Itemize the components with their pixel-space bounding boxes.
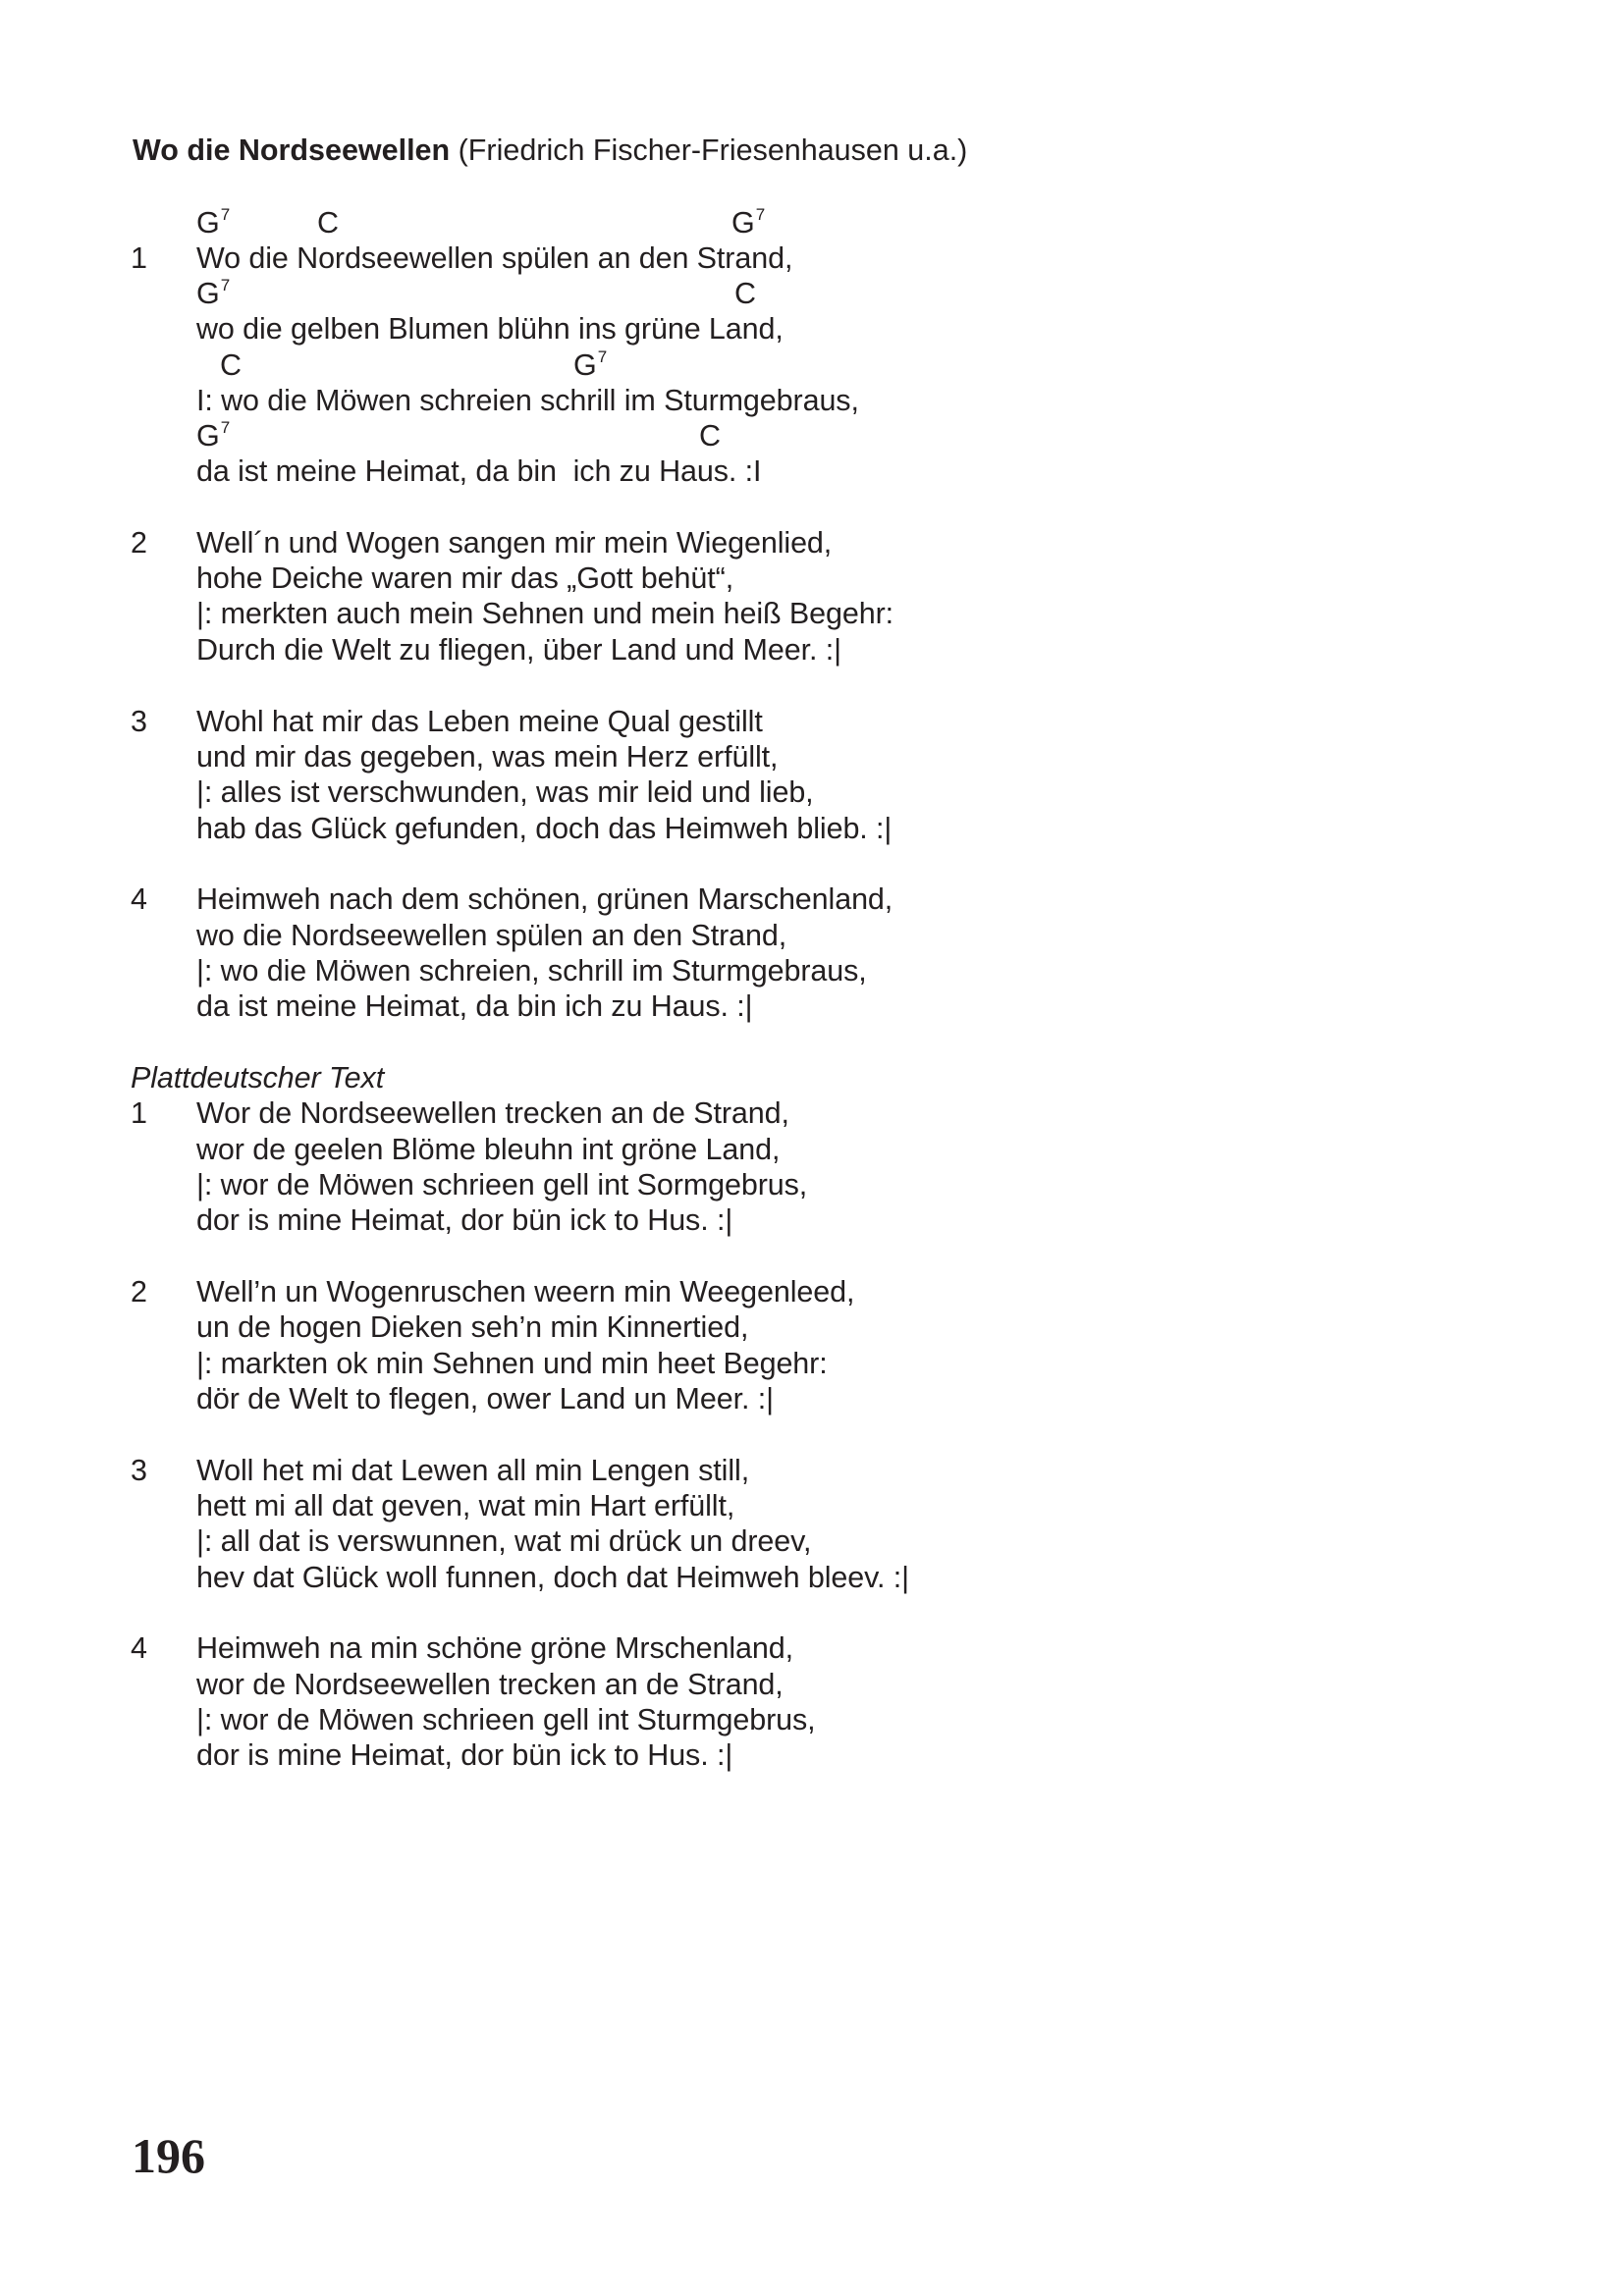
lyric-line: |: alles ist verschwunden, was mir leid und lieb, <box>196 775 814 809</box>
page-number: 196 <box>132 2128 205 2183</box>
lyric-line: Heimweh nach dem schönen, grünen Marschenland, <box>196 882 893 916</box>
lyric-line: Heimweh na min schöne gröne Mrschenland, <box>196 1631 794 1665</box>
lyric-line: |: all dat is verswunnen, wat mi drück un dreev, <box>196 1524 812 1558</box>
verse-number: 1 <box>131 241 147 275</box>
chord: $G^7$ <box>573 347 608 382</box>
lyric-line: |: wor de Möwen schrieen gell int Sturmgebrus, <box>196 1703 816 1736</box>
verse-number: 1 <box>131 1096 147 1130</box>
lyric-line: un de hogen Dieken seh’n min Kinnertied, <box>196 1310 749 1344</box>
chord: $G^7$ <box>196 205 231 240</box>
lyric-line: Well’n un Wogenruschen weern min Weegenleed, <box>196 1275 855 1308</box>
chord: C <box>734 277 757 310</box>
verse-number: 2 <box>131 1275 147 1308</box>
chord: $G^7$ <box>196 276 231 310</box>
lyric-line: wo die Nordseewellen spülen an den Strand, <box>196 919 787 952</box>
lyric-line: hohe Deiche waren mir das „Gott behüt“, <box>196 561 734 595</box>
lyric-line: Well´n und Wogen sangen mir mein Wiegenlied, <box>196 526 833 560</box>
lyric-line: hab das Glück gefunden, doch das Heimweh blieb. :| <box>196 812 893 845</box>
song-name: Wo die Nordseewellen <box>133 133 451 167</box>
verse-number: 2 <box>131 526 147 560</box>
lyric-line: und mir das gegeben, was mein Herz erfüllt, <box>196 740 779 774</box>
verse-number: 3 <box>131 705 147 738</box>
lyric-line: da ist meine Heimat, da bin ich zu Haus. :I <box>196 454 762 488</box>
chord: $G^7$ <box>731 205 766 240</box>
lyric-line: Wohl hat mir das Leben meine Qual gestillt <box>196 705 763 738</box>
lyric-line: dor is mine Heimat, dor bün ick to Hus. :| <box>196 1738 733 1772</box>
verse-number: 4 <box>131 1631 147 1665</box>
lyric-line: Wo die Nordseewellen spülen an den Strand, <box>196 241 793 275</box>
lyric-line: hett mi all dat geven, wat min Hart erfüllt, <box>196 1489 735 1522</box>
song-author: (Friedrich Fischer-Friesenhausen u.a.) <box>458 133 968 167</box>
lyric-line: dor is mine Heimat, dor bün ick to Hus. :| <box>196 1203 733 1237</box>
lyric-line: Durch die Welt zu fliegen, über Land und Meer. :| <box>196 633 841 667</box>
lyric-line: |: wo die Möwen schreien, schrill im Sturmgebraus, <box>196 954 867 988</box>
lyric-line: dör de Welt to flegen, ower Land un Meer. :| <box>196 1382 774 1415</box>
lyric-line: hev dat Glück woll funnen, doch dat Heimweh bleev. :| <box>196 1561 909 1594</box>
lyric-line: wor de Nordseewellen trecken an de Strand, <box>196 1668 784 1701</box>
verse-number: 4 <box>131 882 147 916</box>
lyric-line: |: wor de Möwen schrieen gell int Sormgebrus, <box>196 1168 808 1201</box>
lyric-line: wor de geelen Blöme bleuhn int gröne Land, <box>196 1133 781 1166</box>
section-heading: Plattdeutscher Text <box>131 1061 385 1095</box>
lyric-line: wo die gelben Blumen blühn ins grüne Land, <box>196 312 784 346</box>
song-title <box>133 133 967 167</box>
lyric-line: |: markten ok min Sehnen und min heet Begehr: <box>196 1347 828 1380</box>
chord: C <box>699 419 722 453</box>
lyric-line: Wor de Nordseewellen trecken an de Strand, <box>196 1096 789 1130</box>
chord: $G^7$ <box>196 418 231 453</box>
chord: C <box>220 348 243 382</box>
lyric-line: da ist meine Heimat, da bin ich zu Haus. :| <box>196 989 753 1023</box>
lyric-line: |: merkten auch mein Sehnen und mein heiß Begehr: <box>196 597 894 630</box>
verse-number: 3 <box>131 1454 147 1487</box>
lyric-line: I: wo die Möwen schreien schrill im Sturmgebraus, <box>196 384 859 417</box>
chord: C <box>317 206 340 240</box>
lyric-line: Woll het mi dat Lewen all min Lengen still, <box>196 1454 750 1487</box>
